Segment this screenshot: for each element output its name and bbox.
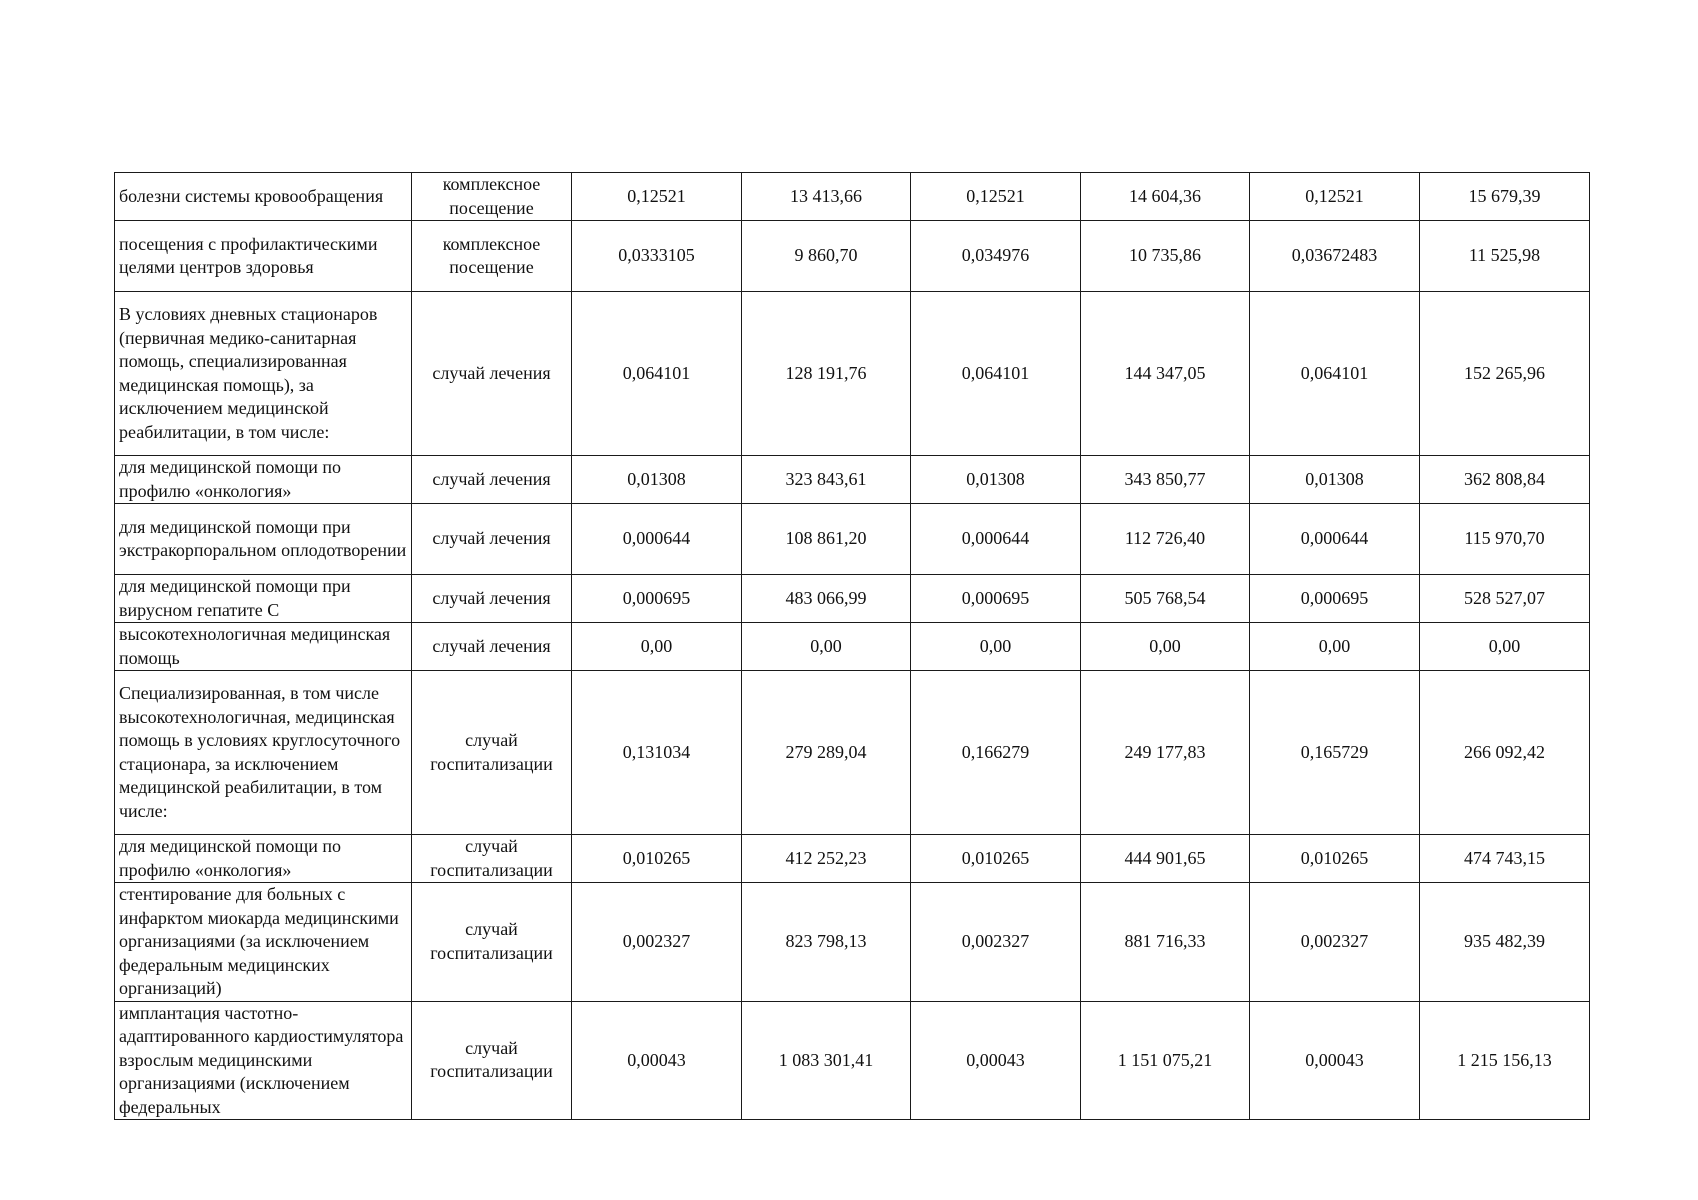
row-value: 0,00 [1250,623,1420,671]
row-unit: случай госпитализации [412,835,572,883]
row-unit: случай лечения [412,456,572,504]
row-name: В условиях дневных стационаров (первичная медико-санитарная помощь, специализированная медицинская помощь), за исключением медицинской реабилитации, в том числе: [115,292,412,456]
row-value: 144 347,05 [1081,292,1250,456]
row-unit: случай лечения [412,575,572,623]
row-value: 266 092,42 [1420,671,1590,835]
row-value: 0,12521 [572,173,742,221]
row-name: высокотехнологичная медицинская помощь [115,623,412,671]
table-row [115,292,1590,456]
row-value: 128 191,76 [742,292,911,456]
table-row [115,623,1590,671]
row-value: 323 843,61 [742,456,911,504]
row-value: 0,00043 [572,1001,742,1120]
row-value: 279 289,04 [742,671,911,835]
row-value: 444 901,65 [1081,835,1250,883]
row-name: Специализированная, в том числе высокотехнологичная, медицинская помощь в условиях круглосуточного стационара, за исключением медицинской реабилитации, в том числе: [115,671,412,835]
table-row [115,221,1590,292]
row-unit: случай госпитализации [412,1001,572,1120]
table-body [115,173,1590,1120]
table-row [115,575,1590,623]
row-value: 412 252,23 [742,835,911,883]
row-value: 0,000644 [572,504,742,575]
row-unit: случай госпитализации [412,671,572,835]
row-value: 823 798,13 [742,883,911,1002]
row-value: 13 413,66 [742,173,911,221]
table-row [115,1001,1590,1120]
row-value: 0,064101 [911,292,1081,456]
row-value: 0,165729 [1250,671,1420,835]
row-value: 0,00 [1420,623,1590,671]
table-row [115,835,1590,883]
table-row [115,671,1590,835]
row-value: 0,064101 [1250,292,1420,456]
row-value: 108 861,20 [742,504,911,575]
row-value: 1 083 301,41 [742,1001,911,1120]
row-value: 0,000695 [572,575,742,623]
row-value: 0,166279 [911,671,1081,835]
row-value: 0,034976 [911,221,1081,292]
row-value: 249 177,83 [1081,671,1250,835]
row-value: 483 066,99 [742,575,911,623]
row-value: 0,010265 [1250,835,1420,883]
row-value: 0,00043 [1250,1001,1420,1120]
row-name: стентирование для больных с инфарктом миокарда медицинскими организациями (за исключением федеральным медицинских организаций) [115,883,412,1002]
row-unit: случай лечения [412,623,572,671]
tariff-table [114,172,1590,1120]
row-value: 362 808,84 [1420,456,1590,504]
table-row [115,504,1590,575]
row-value: 0,00 [572,623,742,671]
row-value: 115 970,70 [1420,504,1590,575]
row-name: имплантация частотно-адаптированного кардиостимулятора взрослым медицинскими организациями (исключением федеральных [115,1001,412,1120]
row-value: 505 768,54 [1081,575,1250,623]
row-value: 0,002327 [572,883,742,1002]
row-value: 0,002327 [1250,883,1420,1002]
table-row [115,883,1590,1002]
row-value: 0,12521 [1250,173,1420,221]
row-value: 1 215 156,13 [1420,1001,1590,1120]
row-unit: случай госпитализации [412,883,572,1002]
row-name: посещения с профилактическими целями центров здоровья [115,221,412,292]
row-value: 0,131034 [572,671,742,835]
row-value: 0,00 [1081,623,1250,671]
row-unit: случай лечения [412,292,572,456]
row-value: 0,000695 [911,575,1081,623]
row-value: 0,000695 [1250,575,1420,623]
row-value: 152 265,96 [1420,292,1590,456]
row-value: 9 860,70 [742,221,911,292]
row-value: 15 679,39 [1420,173,1590,221]
row-value: 0,00043 [911,1001,1081,1120]
row-value: 0,064101 [572,292,742,456]
row-value: 0,01308 [572,456,742,504]
table-row [115,456,1590,504]
row-unit: комплексное посещение [412,173,572,221]
row-value: 0,01308 [911,456,1081,504]
row-value: 343 850,77 [1081,456,1250,504]
row-value: 0,010265 [911,835,1081,883]
row-value: 1 151 075,21 [1081,1001,1250,1120]
row-name: для медицинской помощи при вирусном гепатите С [115,575,412,623]
row-name: болезни системы кровообращения [115,173,412,221]
row-value: 11 525,98 [1420,221,1590,292]
row-value: 0,00 [742,623,911,671]
row-name: для медицинской помощи по профилю «онкология» [115,835,412,883]
row-value: 935 482,39 [1420,883,1590,1002]
row-value: 0,000644 [1250,504,1420,575]
row-value: 0,002327 [911,883,1081,1002]
row-value: 0,01308 [1250,456,1420,504]
row-name: для медицинской помощи при экстракорпоральном оплодотворении [115,504,412,575]
row-value: 0,0333105 [572,221,742,292]
row-value: 0,010265 [572,835,742,883]
row-value: 14 604,36 [1081,173,1250,221]
row-name: для медицинской помощи по профилю «онкология» [115,456,412,504]
row-value: 112 726,40 [1081,504,1250,575]
row-value: 474 743,15 [1420,835,1590,883]
row-value: 0,12521 [911,173,1081,221]
row-unit: комплексное посещение [412,221,572,292]
row-value: 528 527,07 [1420,575,1590,623]
table-row [115,173,1590,221]
row-value: 0,000644 [911,504,1081,575]
row-unit: случай лечения [412,504,572,575]
row-value: 10 735,86 [1081,221,1250,292]
row-value: 0,03672483 [1250,221,1420,292]
row-value: 0,00 [911,623,1081,671]
row-value: 881 716,33 [1081,883,1250,1002]
